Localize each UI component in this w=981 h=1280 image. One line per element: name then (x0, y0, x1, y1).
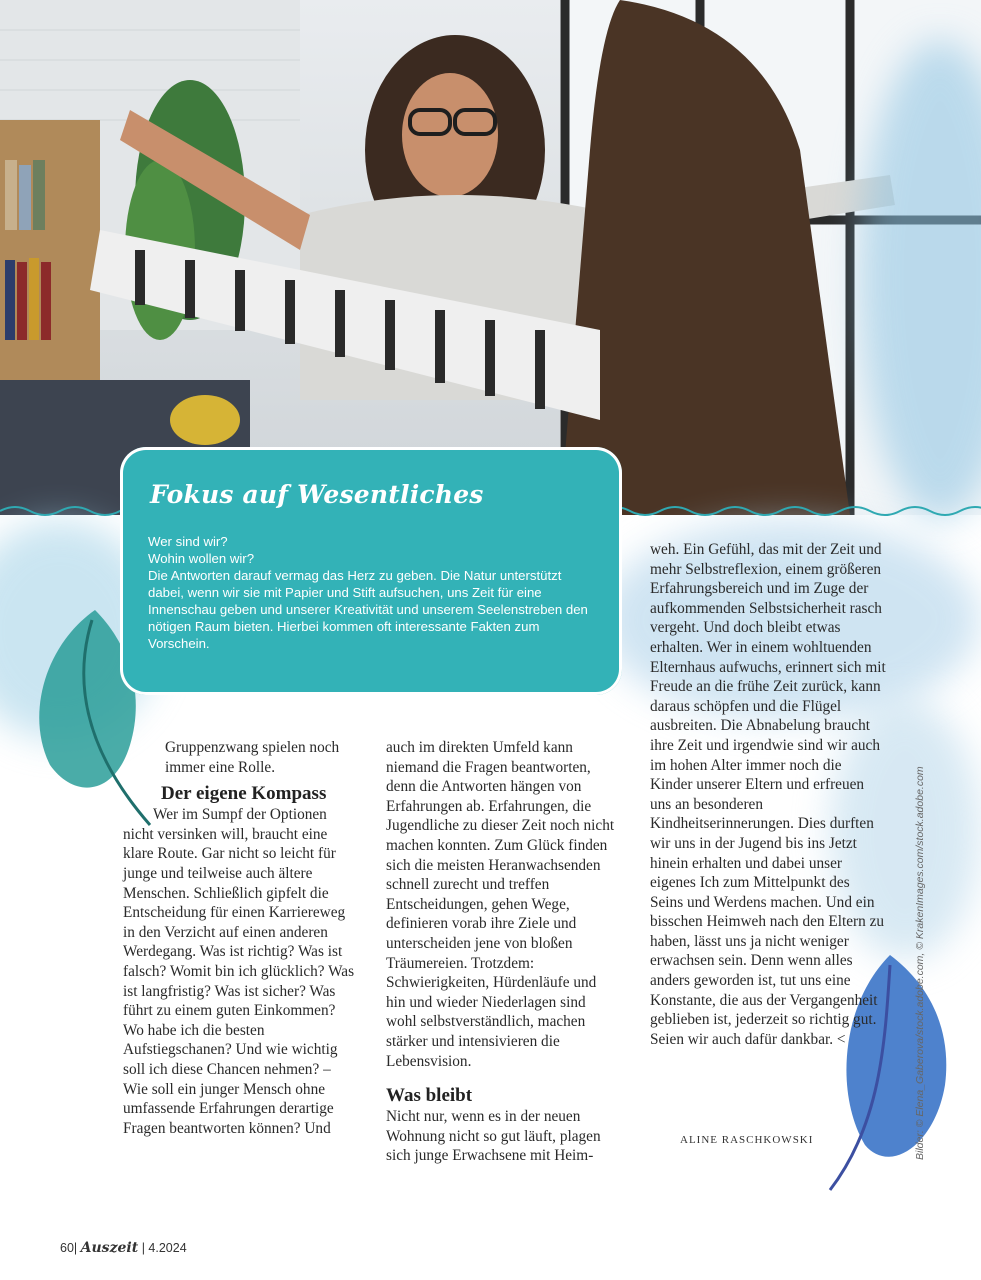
focus-body (148, 533, 598, 652)
image-credit: Bilder: © Elena_Gaberova/stock.adobe.com, © KrakenImages.com/stock.adobe.com (914, 766, 926, 1160)
hero-illustration (0, 0, 981, 515)
page-number: 60 (60, 1241, 74, 1255)
column-body: Wer im Sumpf der Optionen nicht versinken will, braucht eine klare Route. Gar nicht so leicht für junge und teilweise auch ältere Menschen. Schließlich gipfelt die Entscheidung für einen Karriereweg in den Verzicht auf einen anderen Werdegang. Was ist richtig? Was ist falsch? Womit bin ich glücklich? Was ist langfristig? Was ist sicher? Was führt zu einem guten Einkommen? Wo habe ich die besten Aufstiegschanen? Und wie wichtig soll ich diese Chancen nehmen? – Wie soll ein junger Mensch ohne umfassende Erfahrungen derartige Fragen beantworten können? Und (123, 806, 355, 1137)
column-1 (123, 738, 355, 1138)
focus-line: Wohin wollen wir? (148, 551, 255, 566)
page-footer (60, 1240, 187, 1256)
focus-line: Wer sind wir? (148, 534, 228, 549)
author-name: ALINE RASCHKOWSKI (680, 1134, 814, 1146)
column-2 (386, 738, 618, 1166)
footer-separator: | (73, 1241, 78, 1255)
issue-number: | 4.2024 (141, 1241, 187, 1255)
focus-title: Fokus auf Wesentliches (150, 480, 484, 509)
magazine-logo: Auszeit (80, 1240, 139, 1256)
focus-box (120, 447, 622, 695)
column-body: weh. Ein Gefühl, das mit der Zeit und mehr Selbstreflexion, einem größeren Erfahrungsbereich und im Zuge der aufkommenden Selbstsicherheit rasch vergeht. Und doch bleibt etwas erhalten. Wer in einem wohltuenden Elternhaus aufwuchs, erinnert sich mit Freude an die frühe Zeit zurück, kann daraus schöpfen und die Flügel ausbreiten. Die Abnabelung braucht ihre Zeit und irgendwie sind wir auch im hohen Alter immer noch die Kinder unserer Eltern und erfreuen uns an besonderen Kindheitserinnerungen. Dies durften wir uns in der Jugend bis ins Jetzt hinein erhalten und dabei unser eigenes Ich zum Mittelpunkt des Seins und Werdens machen. Und ein bisschen Heimweh nach den Eltern zu haben, lässt uns ja nicht weniger erwachsen sein. Denn wenn alles anders geworden ist, tut uns eine Konstante, die aus der Vergangenheit geblieben ist, jederzeit so richtig gut. Seien wir auch dafür dankbar. < (650, 541, 886, 1048)
column-3 (650, 540, 886, 1049)
section-heading: Der eigene Kompass (161, 783, 327, 805)
column-body: Nicht nur, wenn es in der neuen Wohnung nicht so gut läuft, plagen sich junge Erwachsene mit Heim- (386, 1108, 601, 1165)
section-heading: Was bleibt (386, 1085, 473, 1107)
focus-line: Die Antworten darauf vermag das Herz zu geben. Die Natur unterstützt dabei, wenn wir sie mit Papier und Stift aufsuchen, uns Zeit für eine Innenschau geben und unserer Kreativität und unserem Seelenstreben den nötigen Raum bieten. Hierbei kommen oft interessante Fakten zum Vorschein. (148, 568, 588, 651)
hero-photo (0, 0, 981, 515)
column-intro: Gruppenzwang spielen noch immer eine Rolle. (165, 739, 340, 776)
column-body: auch im direkten Umfeld kann niemand die Fragen beantworten, denn die Antworten hängen von Erfahrungen ab. Erfahrungen, die Jugendliche zu dieser Zeit noch nicht machen konnten. Zum Glück finden sich die meisten Heranwachsenden schnell zurecht und treffen Entscheidungen, gehen Wege, definieren vorab ihre Ziele und unterscheiden jene von bloßen Träumereien. Trotzdem: Schwierigkeiten, Hürdenläufe und hin und wieder Niederlagen sind wohl selbstverständlich, machen stärker und intensivieren die Lebensvision. (386, 739, 615, 1070)
